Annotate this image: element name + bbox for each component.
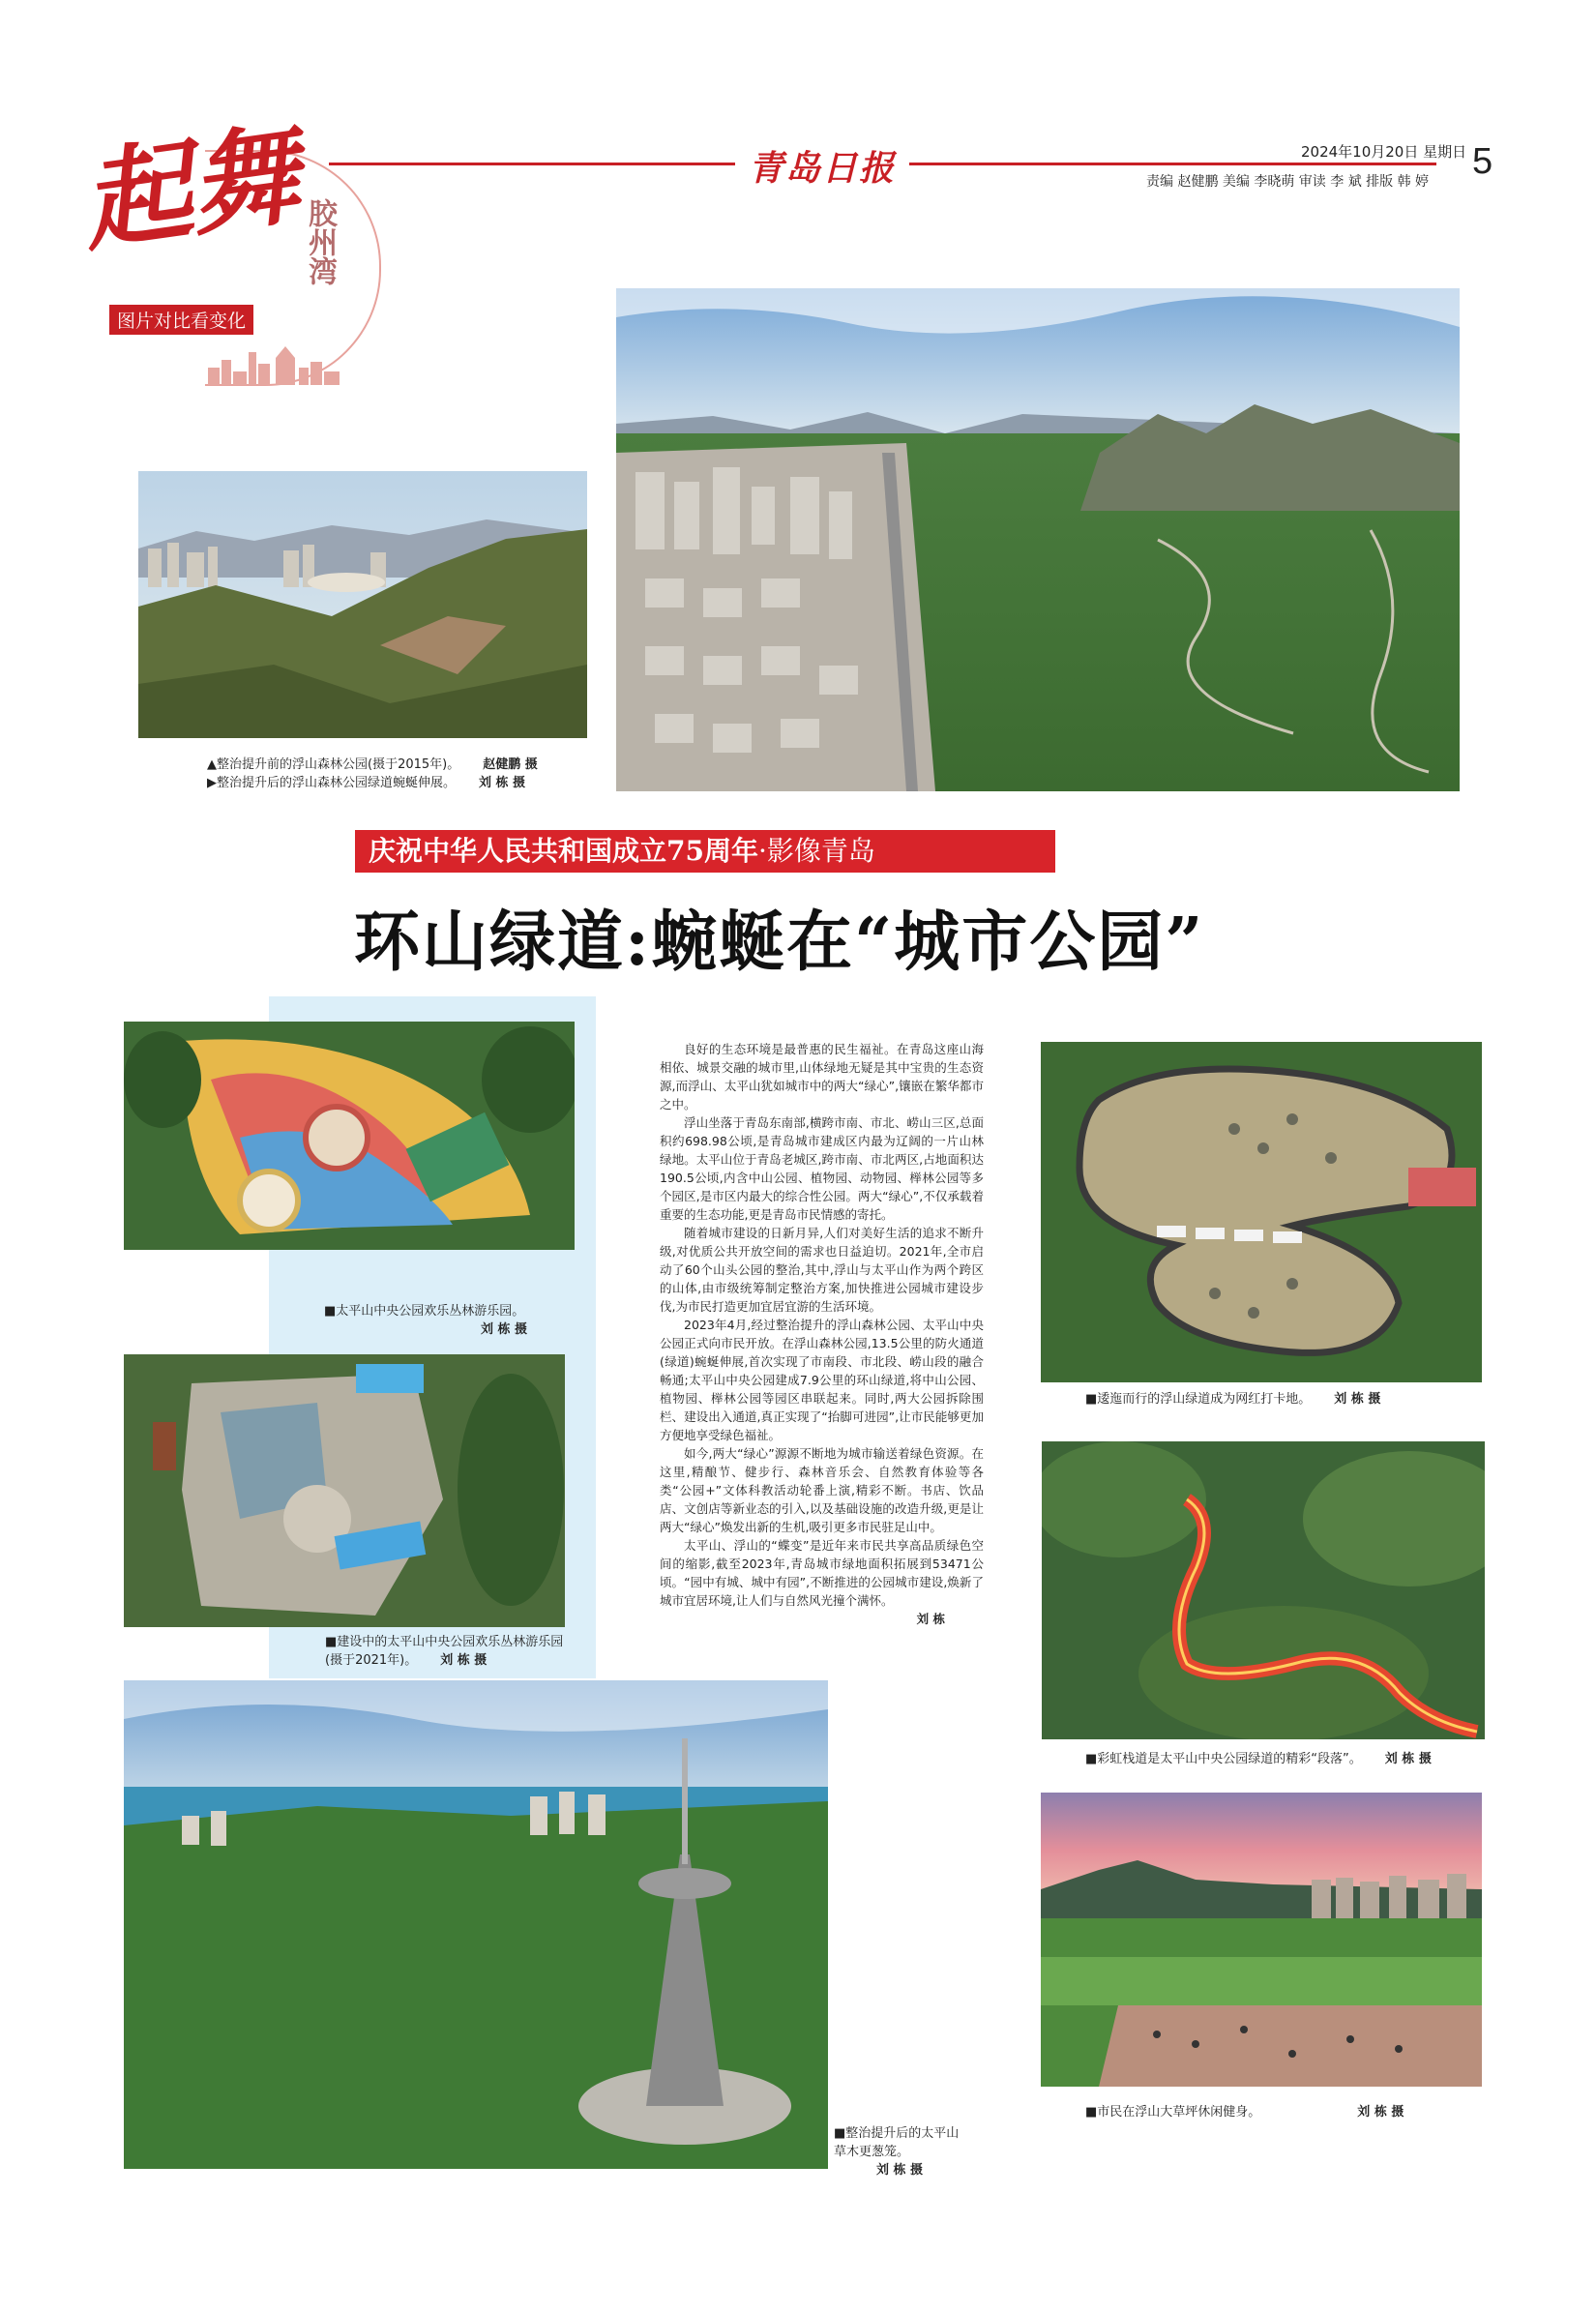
skyline-icon: [208, 339, 343, 385]
article-paragraph: 随着城市建设的日新月异,人们对美好生活的追求不断升级,对优质公共开放空间的需求也日益迫切。2021年,全市启动了60个山头公园的整治,其中,浮山与太平山作为两个跨区的山体,由市级统筹制定整治方案,加快推进公园城市建设步伐,为市民打造更加宜居宜游的生活环境。: [660, 1226, 984, 1314]
column-tagline: 图片对比看变化: [109, 305, 253, 335]
kicker-main: 庆祝中华人民共和国成立75周年: [369, 835, 758, 867]
caption-block-playground: [324, 1302, 556, 1339]
credit-playground: 刘 栋 摄: [480, 1322, 527, 1337]
newspaper-name: 青岛日报: [735, 141, 909, 191]
photo-rainbow-path: [1042, 1441, 1485, 1739]
credit-before: 赵健鹏 摄: [483, 757, 538, 772]
photo-fushan-lawn: [1041, 1793, 1482, 2087]
kicker-banner: [355, 830, 1055, 873]
article-paragraph: 良好的生态环境是最普惠的民生福祉。在青岛这座山海相依、城景交融的城市里,山体绿地无疑是其中宝贵的生态资源,而浮山、太平山犹如城市中的两大“绿心”,镶嵌在繁华都市之中。: [660, 1042, 984, 1112]
caption-before: ▲整治提升前的浮山森林公园(摄于2015年)。: [207, 757, 460, 772]
credit-after: 刘 栋 摄: [479, 776, 526, 790]
caption-block-rainbow: [1085, 1750, 1472, 1768]
photo-fushan-aerial: [616, 288, 1460, 791]
caption-playground-2021: ■建设中的太平山中央公园欢乐丛林游乐园(摄于2021年)。: [325, 1635, 564, 1668]
article-paragraph: 如今,两大“绿心”源源不断地为城市输送着绿色资源。在这里,精酿节、健步行、森林音乐会、自然教育体验等各类“公园+”文体科教活动轮番上演,精彩不断。书店、饮品店、文创店等新业态的引入,以及基础设施的改造升级,更是让两大“绿心”焕发出新的生机,吸引更多市民驻足山中。: [660, 1446, 984, 1534]
photo-taiping-tower: [124, 1680, 828, 2169]
photo-greenway-loop: [1041, 1042, 1482, 1382]
caption-greenway-loop: ■逶迤而行的浮山绿道成为网红打卡地。: [1085, 1392, 1312, 1407]
photo-jungle-playground: [124, 1022, 575, 1250]
editor-credits: 责编 赵健鹏 美编 李晓萌 审读 李 斌 排版 韩 婷: [1146, 174, 1430, 190]
column-logo-title: 起舞: [74, 111, 307, 267]
caption-block-greenway: [1085, 1390, 1453, 1409]
caption-block-lawn: [1085, 2103, 1453, 2121]
kicker-sub: ·影像青岛: [757, 835, 875, 867]
credit-greenway-loop: 刘 栋 摄: [1334, 1392, 1381, 1407]
article-body: [660, 1040, 984, 1628]
caption-block-tower: [834, 2124, 969, 2180]
article-byline: 刘 栋: [916, 1612, 945, 1626]
article-paragraph: 2023年4月,经过整治提升的浮山森林公园、太平山中央公园正式向市民开放。在浮山森林公园,13.5公里的防火通道(绿道)蜿蜒伸展,首次实现了市南段、市北段、崂山段的融合畅通;太平山中央公园建成7.9公里的环山绿道,将中山公园、植物园、榉林公园等园区串联起来。同时,两大公园拆除围栏、建设出入通道,真正实现了“抬脚可进园”,让市民能够更加方便地享受绿色福祉。: [660, 1318, 984, 1442]
page-number: 5: [1472, 141, 1493, 182]
photo-playground-2021: [124, 1354, 565, 1627]
caption-block-playground-2021: [325, 1633, 567, 1670]
page-headline: 环山绿道:蜿蜒在“城市公园”: [354, 904, 1205, 981]
credit-lawn: 刘 栋 摄: [1357, 2105, 1404, 2120]
article-paragraph: 太平山、浮山的“蝶变”是近年来市民共享高品质绿色空间的缩影,截至2023年,青岛城市绿地面积拓展到53471公顷。“园中有城、城中有园”,不断推进的公园城市建设,焕新了城市宜居环境,让人们与自然风光撞个满怀。: [660, 1538, 984, 1608]
credit-playground-2021: 刘 栋 摄: [440, 1653, 488, 1668]
credit-tower: 刘 栋 摄: [876, 2163, 924, 2178]
caption-after: ▶整治提升后的浮山森林公园绿道蜿蜒伸展。: [207, 776, 456, 790]
photo-fushan-2015: [138, 471, 587, 738]
caption-playground: ■太平山中央公园欢乐丛林游乐园。: [324, 1304, 525, 1319]
caption-rainbow-path: ■彩虹栈道是太平山中央公园绿道的精彩“段落”。: [1085, 1752, 1362, 1766]
top-photo-captions: [207, 756, 575, 792]
article-paragraph: 浮山坐落于青岛东南部,横跨市南、市北、崂山三区,总面积约698.98公顷,是青岛城市建成区内最为辽阔的一片山林绿地。太平山位于青岛老城区,跨市南、市北两区,占地面积达190.5公顷,内含中山公园、植物园、动物园、榉林公园等多个园区,是市区内最大的综合性公园。两大“绿心”,不仅承载着重要的生态功能,更是青岛市民情感的寄托。: [660, 1115, 984, 1222]
caption-lawn: ■市民在浮山大草坪休闲健身。: [1085, 2105, 1261, 2120]
caption-tower: ■整治提升后的太平山草木更葱笼。: [834, 2126, 960, 2159]
credit-rainbow-path: 刘 栋 摄: [1384, 1752, 1432, 1766]
column-logo-side: 胶州湾: [303, 198, 337, 285]
issue-date: 2024年10月20日 星期日: [1301, 143, 1467, 161]
